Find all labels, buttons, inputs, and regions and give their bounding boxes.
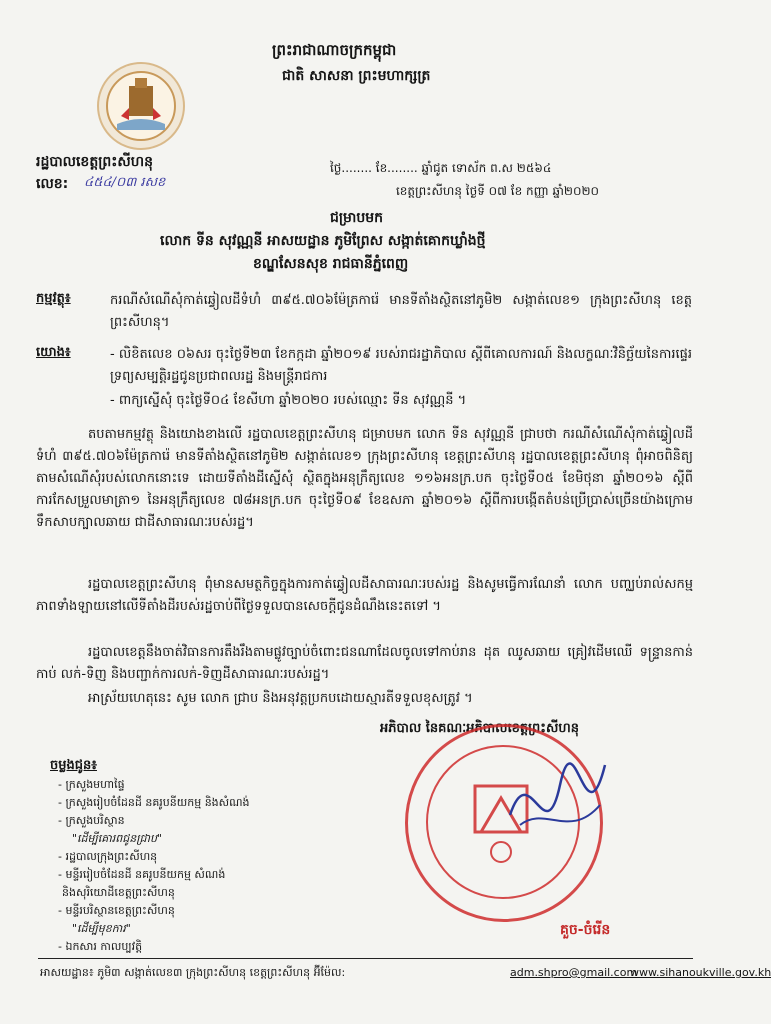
lunar-date: ថ្ងៃ........ ខែ........ ឆ្នាំជូត ទោស័ក ព.ស ២៥៦៤ xyxy=(330,161,552,175)
signatory-title: អភិបាល នៃគណៈអភិបាលខេត្តព្រះសីហនុ xyxy=(380,721,579,736)
kingdom-title: ព្រះរាជាណាចក្រកម្ពុជា xyxy=(272,41,397,59)
issuing-authority: រដ្ឋបាលខេត្តព្រះសីហនុ xyxy=(36,154,153,170)
copy-item-note: "ដើម្បីមុខការ" xyxy=(72,922,131,935)
copy-item: - រដ្ឋបាលក្រុងព្រះសីហនុ xyxy=(58,850,158,863)
copy-item-continued: និងសុរិយោដីខេត្តព្រះសីហនុ xyxy=(62,886,175,899)
body-paragraph-1: តបតាមកម្មវត្ថុ និងយោងខាងលើ រដ្ឋបាលខេត្តព្រះសីហនុ ជម្រាបមក លោក ទីន សុវណ្ណនី ជ្រាបថា ករណីសំណើសុំកាត់ឆ្វៀលដីទំហំ ៣៩៥.៧០៦ម៉ែត្រការ៉េ មានទីតាំងស្ថិតនៅភូមិ២ សង្កាត់លេខ១ ក្រុងព្រះសីហនុ ខេត្តព្រះសីហនុ រដ្ឋបាលខេត្តព្រះសីហនុ ពុំអាចពិនិត្យតាមសំណើសុំរបស់លោកនោះទេ ដោយទីតាំងដីស្នើសុំ ស្ថិតក្នុងអនុក្រឹត្យលេខ ១១៦អនក្រ.បក ចុះថ្ងៃទី០៥ ខែមិថុនា ឆ្នាំ២០១៦ ស្ដីពីការកែសម្រួលមាត្រា១ នៃអនុក្រឹត្យលេខ ៧៨អនក្រ.បក ចុះថ្ងៃទី០៩ ខែឧសភា ឆ្នាំ២០១៦ ស្ដីពីការបង្កើតតំបន់ប្រើប្រាស់ច្រើនយ៉ាងក្រោមទឹកសាបក្បាលឆាយ ជាដីសាធារណៈរបស់រដ្ឋ។ xyxy=(36,427,693,530)
reference-item-1: - លិខិតលេខ ០៦សរ ចុះថ្ងៃទី២៣ ខែកក្កដា ឆ្នាំ២០១៩ របស់រាជរដ្ឋាភិបាល ស្ដីពីគោលការណ៍ និងលក្ខណៈវិនិច្ឆ័យនៃការផ្ទេរទ្រព្យសម្បត្តិរដ្ឋជូនប្រជាពលរដ្ឋ និងមន្ត្រីរាជការ xyxy=(110,347,692,384)
reference-number-label: លេខ: xyxy=(36,176,69,192)
reference-item-2: - ពាក្យស្នើសុំ ចុះថ្ងៃទី០៤ ខែសីហា ឆ្នាំ២០២០ របស់ឈ្មោះ ទីន សុវណ្ណនី ។ xyxy=(110,393,467,408)
handwritten-signature-icon xyxy=(500,745,620,865)
reference-number-value: ៤៥៤/០៣ រសខ xyxy=(84,175,166,190)
copy-item: - ក្រសួងរៀបចំដែនដី នគរូបនីយកម្ម និងសំណង់ xyxy=(58,796,250,809)
body-paragraph-3: រដ្ឋបាលខេត្តនឹងចាត់វិធានការតឹងរឹងតាមផ្លូវច្បាប់ចំពោះជនណាដែលចូលទៅកាប់រាន ដុត ឈូសឆាយ គ្រៀវដើមឈើ ទន្ទ្រានកាន់កាប់ លក់-ទិញ និងបញ្ជាក់ការលក់-ទិញដីសាធារណៈរបស់រដ្ឋ។ xyxy=(36,645,693,682)
body-paragraph-4: អាស្រ័យហេតុនេះ សូម លោក ជ្រាប និងអនុវត្តប្រកបដោយស្មារតីទទួលខុសត្រូវ ។ xyxy=(88,691,473,706)
copy-item: - ក្រសួងបរិស្ថាន xyxy=(58,814,125,827)
footer-divider xyxy=(38,958,693,959)
reference-label: យោង៖ xyxy=(36,345,71,360)
provincial-emblem-icon xyxy=(97,62,185,150)
copy-item: - ក្រសួងមហាផ្ទៃ xyxy=(58,778,125,791)
copy-item: - ឯកសារ កាលប្បវត្តិ xyxy=(58,940,143,953)
footer-address: អាសយដ្ឋាន៖ ភូមិ៣ សង្កាត់លេខ៣ ក្រុងព្រះសីហនុ ខេត្តព្រះសីហនុ អ៊ីម៉ែល: xyxy=(40,966,346,979)
subject-label: កម្មវត្ថុ៖ xyxy=(36,291,71,306)
copy-item-note: "ដើម្បីគោរពជូនជ្រាប" xyxy=(72,832,162,845)
subject-text: ករណីសំណើសុំកាត់ឆ្វៀលដីទំហំ ៣៩៥.៧០៦ម៉ែត្រការ៉េ មានទីតាំងស្ថិតនៅភូមិ២ សង្កាត់លេខ១ ក្រុងព្រះសីហនុ ខេត្តព្រះសីហនុ។ xyxy=(110,293,693,330)
solar-date: ខេត្តព្រះសីហនុ ថ្ងៃទី ០៧ ខែ កញ្ញា ឆ្នាំ២០២០ xyxy=(396,184,600,198)
copy-item: - មន្ទីរបរិស្ថានខេត្តព្រះសីហនុ xyxy=(58,904,175,917)
copies-label: ចម្លងជូន៖ xyxy=(50,758,97,773)
copy-item: - មន្ទីររៀបចំដែនដី នគរូបនីយកម្ម សំណង់ xyxy=(58,868,226,881)
signatory-name: គួច-ចំរើន xyxy=(560,922,611,938)
national-motto: ជាតិ សាសនា ព្រះមហាក្សត្រ xyxy=(282,68,431,84)
recipient-line-1: លោក ទីន សុវណ្ណនី អាសយដ្ឋាន ភូមិព្រែស សង្កាត់គោកឃ្លាំងថ្មី xyxy=(160,233,486,249)
footer-email-link[interactable]: adm.shpro@gmail.com xyxy=(510,966,638,979)
salutation-title: ជម្រាបមក xyxy=(330,210,384,226)
recipient-line-2: ខណ្ឌសែនសុខ រាជធានីភ្នំពេញ xyxy=(253,256,409,272)
body-paragraph-2: រដ្ឋបាលខេត្តព្រះសីហនុ ពុំមានសមត្ថកិច្ចក្នុងការកាត់ឆ្វៀលដីសាធារណៈរបស់រដ្ឋ និងសូមធ្វើការណែនាំ លោក បញ្ឈប់រាល់សកម្មភាពទាំងឡាយនៅលើទីតាំងដីរបស់រដ្ឋចាប់ពីថ្ងៃទទួលបានសេចក្ដីជូនដំណឹងនេះតទៅ ។ xyxy=(36,577,693,614)
footer-website-link[interactable]: www.sihanoukville.gov.kh xyxy=(630,966,771,979)
